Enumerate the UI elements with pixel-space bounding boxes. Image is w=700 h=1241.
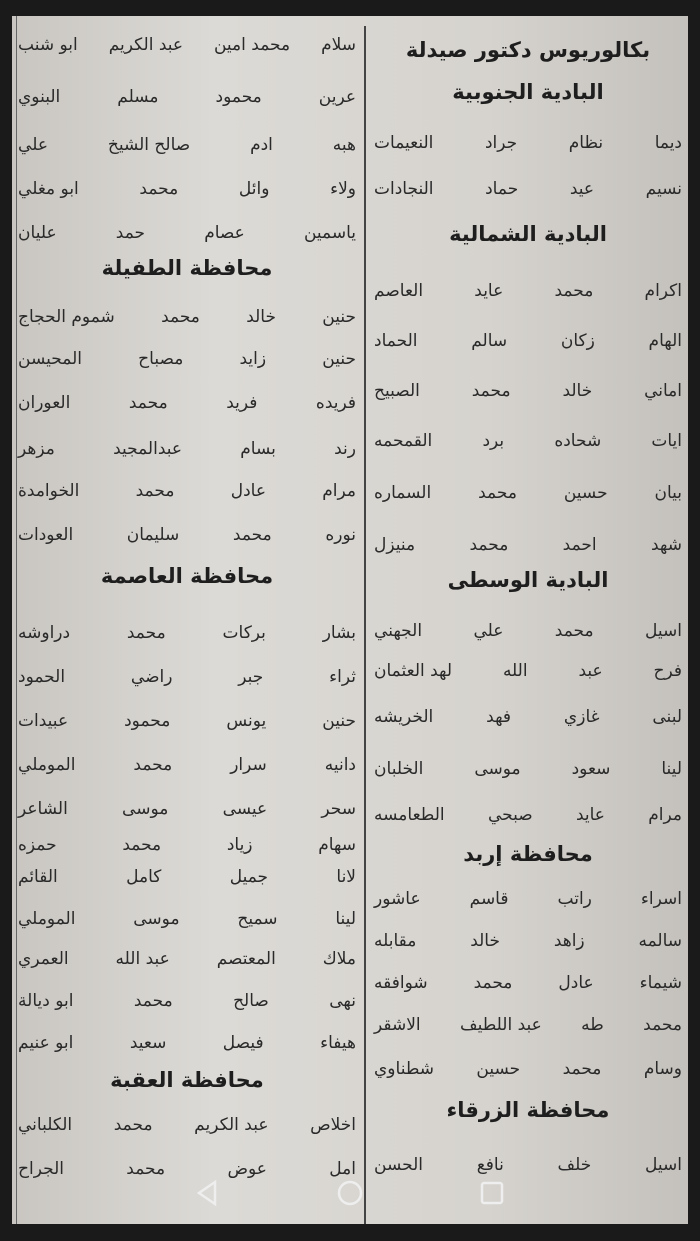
list-item: مرام عايد صبحي الطعامسه	[374, 805, 682, 825]
list-item: اسيل محمد علي الجهني	[374, 621, 682, 641]
list-item: بيان حسين محمد السماره	[374, 483, 682, 503]
list-item: ولاء وائل محمد ابو مغلي	[18, 179, 356, 199]
list-item: ملاك المعتصم عبد الله العمري	[18, 949, 356, 969]
back-triangle-icon[interactable]	[192, 1177, 224, 1209]
left-column	[12, 16, 362, 1224]
section-heading: بكالوريوس دكتور صيدلة	[405, 38, 651, 62]
list-item: سحر عيسى موسى الشاعر	[18, 799, 356, 819]
list-item: اخلاص عبد الكريم محمد الكلباني	[18, 1115, 356, 1135]
list-item: محمد طه عبد اللطيف الاشقر	[374, 1015, 682, 1035]
list-item: بشار بركات محمد دراوشه	[18, 623, 356, 643]
list-item: ايات شحاده برد القمحمه	[374, 431, 682, 451]
list-item: ديما نظام جراد النعيمات	[374, 133, 682, 153]
list-item: لانا جميل كامل القائم	[18, 867, 356, 887]
list-item: سلام محمد امين عبد الكريم ابو شنب	[18, 35, 356, 55]
recents-square-icon[interactable]	[476, 1177, 508, 1209]
list-item: وسام محمد حسين شطناوي	[374, 1059, 682, 1079]
list-item: دانيه سرار محمد الموملي	[18, 755, 356, 775]
list-item: مرام عادل محمد الخوامدة	[18, 481, 356, 501]
section-heading: البادية الجنوبية	[452, 80, 604, 104]
section-heading: محافظة الطفيلة	[101, 256, 273, 280]
list-item: لبنى غازي فهد الخريشه	[374, 707, 682, 727]
list-item: اماني خالد محمد الصبيح	[374, 381, 682, 401]
list-item: لينا سعود موسى الخلبان	[374, 759, 682, 779]
list-item: حنين يونس محمود عبيدات	[18, 711, 356, 731]
newspaper-page	[12, 16, 688, 1224]
list-item: اكرام محمد عايد العاصم	[374, 281, 682, 301]
list-item: الهام زكان سالم الحماد	[374, 331, 682, 351]
section-heading: محافظة إربد	[463, 842, 593, 866]
list-item: نسيم عيد حماد النجادات	[374, 179, 682, 199]
list-item: عرين محمود مسلم البنوي	[18, 87, 356, 107]
list-item: شيماء عادل محمد شوافقه	[374, 973, 682, 993]
list-item: فريده فريد محمد العوران	[18, 393, 356, 413]
section-heading: محافظة الزرقاء	[446, 1098, 610, 1122]
column-divider	[364, 26, 366, 1224]
list-item: لينا سميح موسى الموملي	[18, 909, 356, 929]
list-item: نهى صالح محمد ابو ديالة	[18, 991, 356, 1011]
right-column	[368, 16, 688, 1224]
section-heading: محافظة العقبة	[110, 1068, 264, 1092]
list-item: حنين خالد محمد شموم الحجاج	[18, 307, 356, 327]
list-item: سهام زياد محمد حمزه	[18, 835, 356, 855]
section-heading: البادية الوسطى	[447, 568, 609, 592]
list-item: سالمه زاهد خالد مقابله	[374, 931, 682, 951]
list-item: نوره محمد سليمان العودات	[18, 525, 356, 545]
list-item: هيفاء فيصل سعيد ابو عنيم	[18, 1033, 356, 1053]
home-circle-icon[interactable]	[334, 1177, 366, 1209]
list-item: اسيل خلف نافع الحسن	[374, 1155, 682, 1175]
section-heading: البادية الشمالية	[449, 222, 607, 246]
list-item: فرح عبد الله لهد العثمان	[374, 661, 682, 681]
list-item: امل عوض محمد الجراح	[18, 1159, 356, 1179]
list-item: حنين زايد مصباح المحيسن	[18, 349, 356, 369]
list-item: هبه ادم صالح الشيخ علي	[18, 135, 356, 155]
section-heading: محافظة العاصمة	[100, 564, 274, 588]
system-navigation-bar	[12, 1162, 688, 1224]
list-item: شهد احمد محمد منيزل	[374, 535, 682, 555]
list-item: ثراء جبر راضي الحمود	[18, 667, 356, 687]
list-item: اسراء راتب قاسم عاشور	[374, 889, 682, 909]
list-item: رند بسام عبدالمجيد مزهر	[18, 439, 356, 459]
list-item: ياسمين عصام حمد عليان	[18, 223, 356, 243]
